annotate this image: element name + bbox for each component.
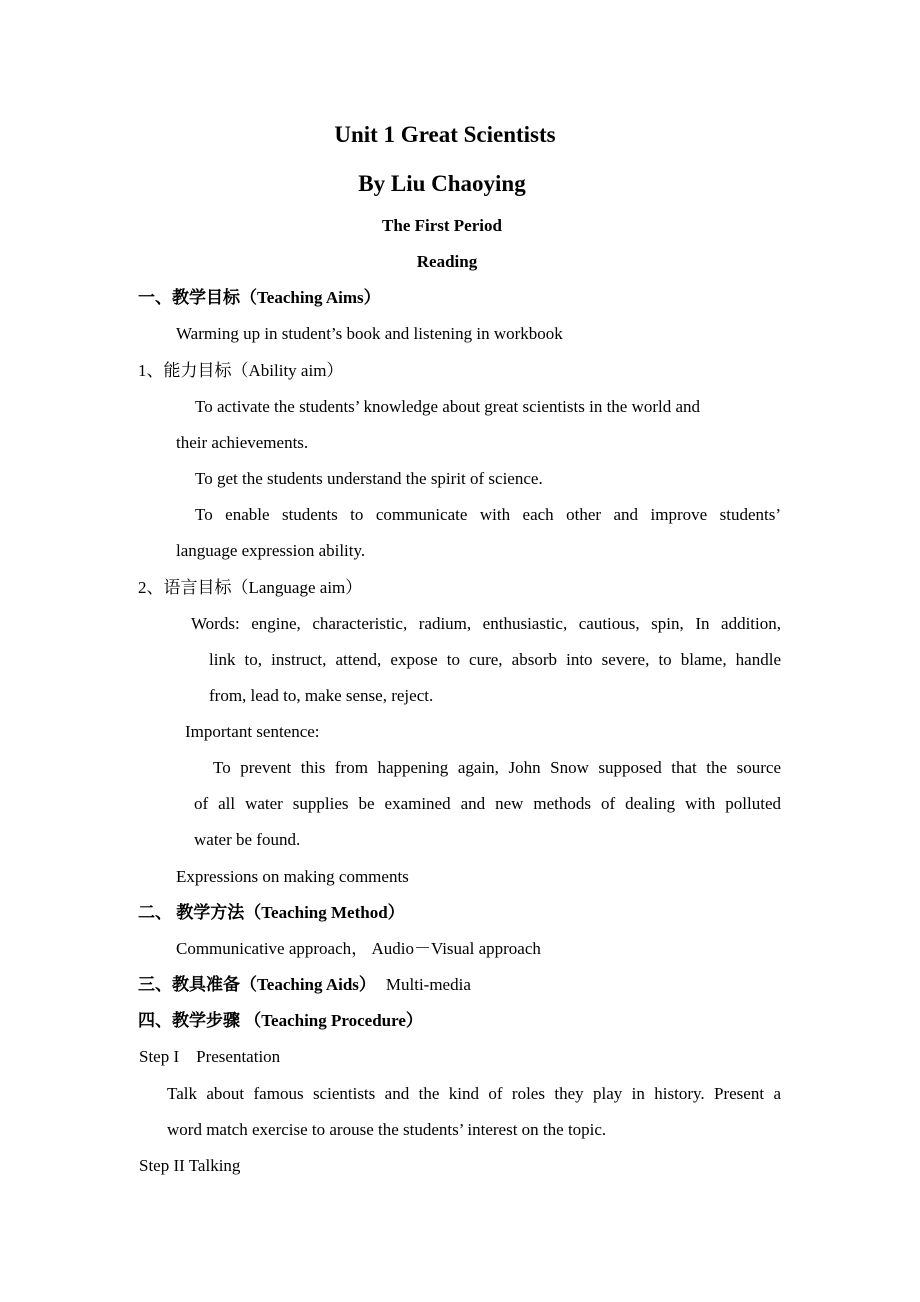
ability-aim-line: To get the students understand the spirit of science. bbox=[195, 469, 543, 488]
words-line: from, lead to, make sense, reject. bbox=[209, 686, 434, 705]
teaching-aims-intro: Warming up in student’s book and listening in workbook bbox=[176, 324, 563, 343]
teaching-method-heading: 二、 教学方法（Teaching Method） bbox=[138, 903, 405, 922]
document-author: By Liu Chaoying bbox=[358, 171, 526, 196]
ability-aim-line: To activate the students’ knowledge about great scientists in the world and bbox=[195, 397, 701, 416]
ability-aim-line: their achievements. bbox=[176, 433, 309, 452]
teaching-aids-row bbox=[138, 974, 471, 996]
words-line: link to, instruct, attend, expose to cure, absorb into severe, to blame, handle bbox=[209, 650, 781, 669]
step-1-title: Step I Presentation bbox=[139, 1047, 281, 1066]
step-2-title: Step II Talking bbox=[139, 1156, 241, 1175]
document-title: Unit 1 Great Scientists bbox=[334, 122, 556, 147]
teaching-aids-heading: 三、教具准备（Teaching Aids） bbox=[138, 975, 376, 994]
ability-aim-line: To enable students to communicate with each other and improve students’ bbox=[195, 505, 781, 524]
teaching-aims-heading: 一、教学目标（Teaching Aims） bbox=[138, 288, 381, 307]
important-sentence-label: Important sentence: bbox=[185, 722, 320, 741]
important-sentence-line: To prevent this from happening again, John Snow supposed that the source bbox=[213, 758, 781, 777]
period-heading: The First Period bbox=[382, 216, 502, 235]
important-sentence-line: water be found. bbox=[194, 830, 301, 849]
ability-aim-heading: 1、能力目标（Ability aim） bbox=[138, 361, 344, 380]
teaching-procedure-heading: 四、教学步骤 （Teaching Procedure） bbox=[138, 1011, 423, 1030]
section-heading: Reading bbox=[416, 252, 478, 271]
step-1-line: Talk about famous scientists and the kind of roles they play in history. Present a bbox=[167, 1084, 781, 1103]
language-aim-heading: 2、语言目标（Language aim） bbox=[138, 578, 363, 597]
teaching-method-text: Communicative approach， Audio－Visual approach bbox=[176, 939, 541, 958]
important-sentence-line: of all water supplies be examined and new methods of dealing with polluted bbox=[194, 794, 781, 813]
ability-aim-line: language expression ability. bbox=[176, 541, 366, 560]
words-line: Words: engine, characteristic, radium, enthusiastic, cautious, spin, In addition, bbox=[191, 614, 781, 633]
teaching-aids-text: Multi-media bbox=[385, 975, 471, 994]
step-1-line: word match exercise to arouse the students’ interest on the topic. bbox=[167, 1120, 607, 1139]
expressions-line: Expressions on making comments bbox=[176, 867, 409, 886]
